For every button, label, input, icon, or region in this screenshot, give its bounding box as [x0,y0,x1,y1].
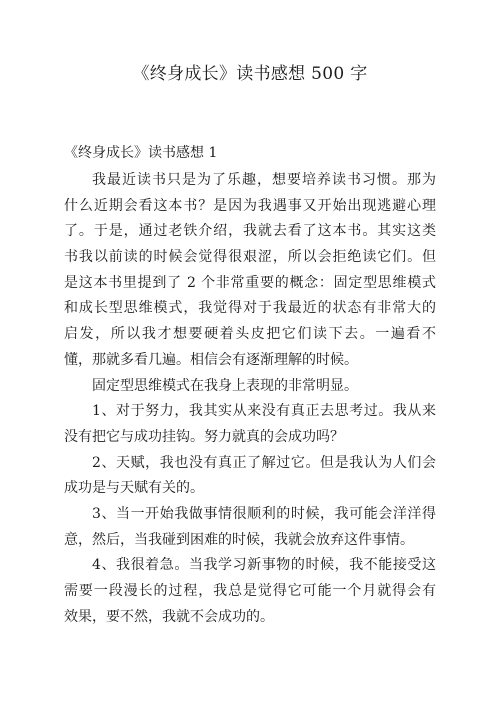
paragraph-line: 4、我很着急。当我学习新事物的时候，我不能接受这 [92,557,436,574]
paragraph-line: 需要一段漫长的过程，我总是觉得它可能一个月就得会有 [64,583,436,599]
paragraph [64,168,436,374]
paragraph-line: 和成长型思维模式，我觉得对于我最近的状态有非常大的 [64,300,436,317]
paragraph-list [64,168,436,630]
paragraph [64,553,436,630]
section-heading: 《终身成长》读书感想 1 [64,145,218,161]
paragraph-line: 是这本书里提到了 2 个非常重要的概念：固定型思维模式 [64,274,436,291]
paragraph [64,451,436,502]
paragraph-line: 固定型思维模式在我身上表现的非常明显。 [92,377,358,394]
paragraph-line: 没有把它与成功挂钩。努力就真的会成功吗？ [64,428,344,445]
document-body [64,138,436,630]
paragraph-line: 3、当一开始我做事情很顺利的时候，我可能会洋洋得 [92,505,436,522]
paragraph [64,399,436,450]
paragraph-line: 我最近读书只是为了乐趣，想要培养读书习惯。那为 [92,172,436,188]
paragraph-line: 效果，要不然，我就不会成功的。 [64,608,274,625]
paragraph-line: 成功是与天赋有关的。 [64,480,204,497]
paragraph-line: 书我以前读的时候会觉得很艰涩，所以会拒绝读它们。但 [64,249,436,266]
paragraph [64,374,436,400]
paragraph-line: 1、对于努力，我其实从来没有真正去思考过。我从来 [92,403,436,420]
paragraph-line: 了。于是，通过老铁介绍，我就去看了这本书。其实这类 [64,223,436,240]
paragraph-line: 意，然后，当我碰到困难的时候，我就会放弃这件事情。 [64,531,414,548]
paragraph-line: 什么近期会看这本书？是因为我遇事又开始出现逃避心理 [64,197,436,214]
paragraph-line: 2、天赋，我也没有真正了解过它。但是我认为人们会 [92,454,436,471]
paragraph [64,502,436,553]
document-title: 《终身成长》读书感想 500 字 [132,64,368,84]
paragraph-line: 懂，那就多看几遍。相信会有逐渐理解的时候。 [64,351,358,368]
paragraph-line: 启发，所以我才想要硬着头皮把它们读下去。一遍看不 [64,326,436,343]
